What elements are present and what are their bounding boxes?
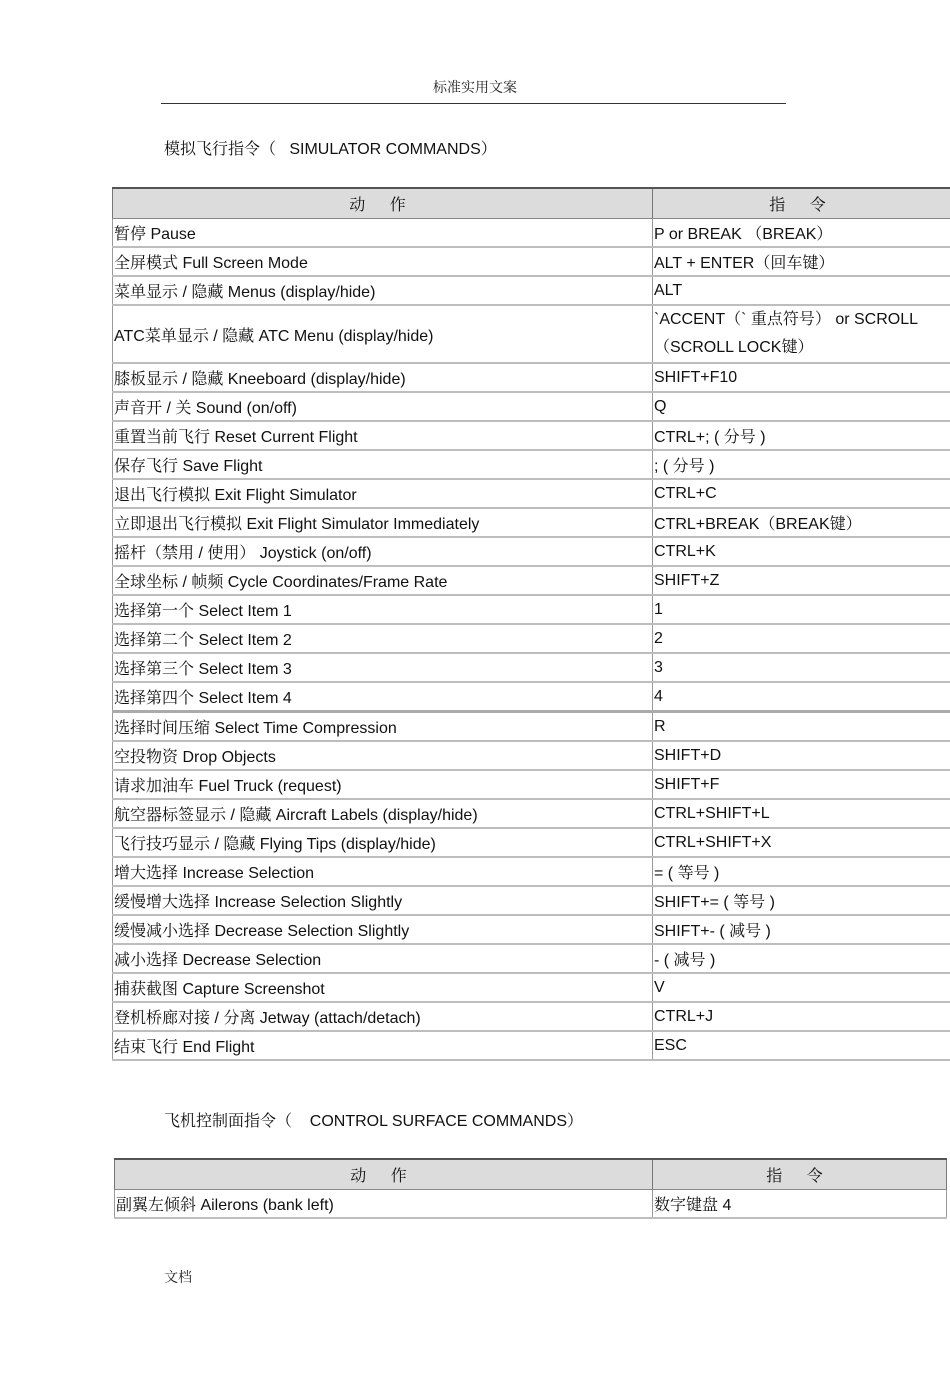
column-header-action: 动 作 xyxy=(115,1159,653,1190)
control-surface-commands-table xyxy=(114,1158,947,1219)
command-cell: V xyxy=(653,973,950,1002)
command-cell: ESC xyxy=(653,1031,950,1060)
table-row xyxy=(113,479,950,508)
action-cell: 请求加油车 Fuel Truck (request) xyxy=(113,770,653,799)
action-cell: 膝板显示 / 隐藏 Kneeboard (display/hide) xyxy=(113,363,653,392)
command-cell: ALT + ENTER（回车键） xyxy=(653,247,950,276)
action-cell: 减小选择 Decrease Selection xyxy=(113,944,653,973)
command-cell: - ( 减号 ) xyxy=(653,944,950,973)
table-row xyxy=(113,857,950,886)
action-cell: 缓慢增大选择 Increase Selection Slightly xyxy=(113,886,653,915)
command-cell: 1 xyxy=(653,595,950,624)
command-cell: CTRL+K xyxy=(653,537,950,566)
table-row xyxy=(113,915,950,944)
action-cell: 立即退出飞行模拟 Exit Flight Simulator Immediately xyxy=(113,508,653,537)
table-row xyxy=(113,450,950,479)
action-cell: 增大选择 Increase Selection xyxy=(113,857,653,886)
command-cell: 3 xyxy=(653,653,950,682)
table-row xyxy=(113,421,950,450)
action-cell: 选择第一个 Select Item 1 xyxy=(113,595,653,624)
command-cell: Q xyxy=(653,392,950,421)
action-cell: ATC菜单显示 / 隐藏 ATC Menu (display/hide) xyxy=(113,305,653,363)
table-row xyxy=(113,247,950,276)
table-row xyxy=(113,799,950,828)
action-cell: 声音开 / 关 Sound (on/off) xyxy=(113,392,653,421)
action-cell: 选择第三个 Select Item 3 xyxy=(113,653,653,682)
column-header-action: 动 作 xyxy=(113,188,653,219)
table-row xyxy=(113,276,950,305)
table-row xyxy=(113,770,950,799)
action-cell: 菜单显示 / 隐藏 Menus (display/hide) xyxy=(113,276,653,305)
command-cell: ; ( 分号 ) xyxy=(653,450,950,479)
table-header-row xyxy=(115,1159,947,1190)
action-cell: 缓慢减小选择 Decrease Selection Slightly xyxy=(113,915,653,944)
command-cell: = ( 等号 ) xyxy=(653,857,950,886)
command-cell: `ACCENT（` 重点符号） or SCROLL （SCROLL LOCK键） xyxy=(653,305,950,363)
table-row xyxy=(113,566,950,595)
table-row xyxy=(113,624,950,653)
action-cell: 捕获截图 Capture Screenshot xyxy=(113,973,653,1002)
table-row xyxy=(113,886,950,915)
section-title-simulator-commands: 模拟飞行指令（ SIMULATOR COMMANDS） xyxy=(164,141,497,158)
table-row xyxy=(113,537,950,566)
table-row xyxy=(113,973,950,1002)
command-cell: SHIFT+D xyxy=(653,741,950,770)
table-header-row xyxy=(113,188,950,219)
column-header-command: 指 令 xyxy=(653,188,950,219)
table-row xyxy=(113,305,950,363)
action-cell: 退出飞行模拟 Exit Flight Simulator xyxy=(113,479,653,508)
table-row xyxy=(113,712,950,742)
action-cell: 选择第二个 Select Item 2 xyxy=(113,624,653,653)
table-row xyxy=(113,219,950,248)
table-row xyxy=(113,392,950,421)
action-cell: 空投物资 Drop Objects xyxy=(113,741,653,770)
table-row xyxy=(113,741,950,770)
command-cell: 4 xyxy=(653,682,950,712)
action-cell: 全球坐标 / 帧频 Cycle Coordinates/Frame Rate xyxy=(113,566,653,595)
page-footer: 文档 xyxy=(164,1269,192,1285)
command-cell: CTRL+SHIFT+L xyxy=(653,799,950,828)
page-header: 标准实用文案 xyxy=(433,79,517,95)
command-cell: SHIFT+F10 xyxy=(653,363,950,392)
table-row xyxy=(113,595,950,624)
section-title-control-surface-commands: 飞机控制面指令（ CONTROL SURFACE COMMANDS） xyxy=(164,1113,583,1130)
command-cell: 2 xyxy=(653,624,950,653)
table-row xyxy=(113,1002,950,1031)
table-row xyxy=(113,682,950,712)
action-cell: 全屏模式 Full Screen Mode xyxy=(113,247,653,276)
action-cell: 副翼左倾斜 Ailerons (bank left) xyxy=(115,1190,653,1219)
command-cell: ALT xyxy=(653,276,950,305)
column-header-command: 指 令 xyxy=(653,1159,947,1190)
action-cell: 结束飞行 End Flight xyxy=(113,1031,653,1060)
command-cell: SHIFT+Z xyxy=(653,566,950,595)
command-cell: CTRL+; ( 分号 ) xyxy=(653,421,950,450)
command-cell: CTRL+SHIFT+X xyxy=(653,828,950,857)
command-cell: R xyxy=(653,712,950,742)
table-row xyxy=(115,1190,947,1219)
action-cell: 保存飞行 Save Flight xyxy=(113,450,653,479)
command-cell: SHIFT+- ( 减号 ) xyxy=(653,915,950,944)
command-cell: P or BREAK （BREAK） xyxy=(653,219,950,248)
command-cell: SHIFT+= ( 等号 ) xyxy=(653,886,950,915)
action-cell: 暂停 Pause xyxy=(113,219,653,248)
action-cell: 航空器标签显示 / 隐藏 Aircraft Labels (display/hide) xyxy=(113,799,653,828)
action-cell: 摇杆（禁用 / 使用） Joystick (on/off) xyxy=(113,537,653,566)
action-cell: 飞行技巧显示 / 隐藏 Flying Tips (display/hide) xyxy=(113,828,653,857)
header-rule xyxy=(161,103,786,104)
table-row xyxy=(113,363,950,392)
command-cell: SHIFT+F xyxy=(653,770,950,799)
command-cell: CTRL+BREAK（BREAK键） xyxy=(653,508,950,537)
table-row xyxy=(113,653,950,682)
simulator-commands-table xyxy=(112,187,950,1061)
action-cell: 登机桥廊对接 / 分离 Jetway (attach/detach) xyxy=(113,1002,653,1031)
table-row xyxy=(113,944,950,973)
action-cell: 选择第四个 Select Item 4 xyxy=(113,682,653,712)
table-row xyxy=(113,508,950,537)
table-row xyxy=(113,1031,950,1060)
action-cell: 重置当前飞行 Reset Current Flight xyxy=(113,421,653,450)
command-cell: 数字键盘 4 xyxy=(653,1190,947,1219)
command-cell: CTRL+J xyxy=(653,1002,950,1031)
action-cell: 选择时间压缩 Select Time Compression xyxy=(113,712,653,742)
table-row xyxy=(113,828,950,857)
command-cell: CTRL+C xyxy=(653,479,950,508)
